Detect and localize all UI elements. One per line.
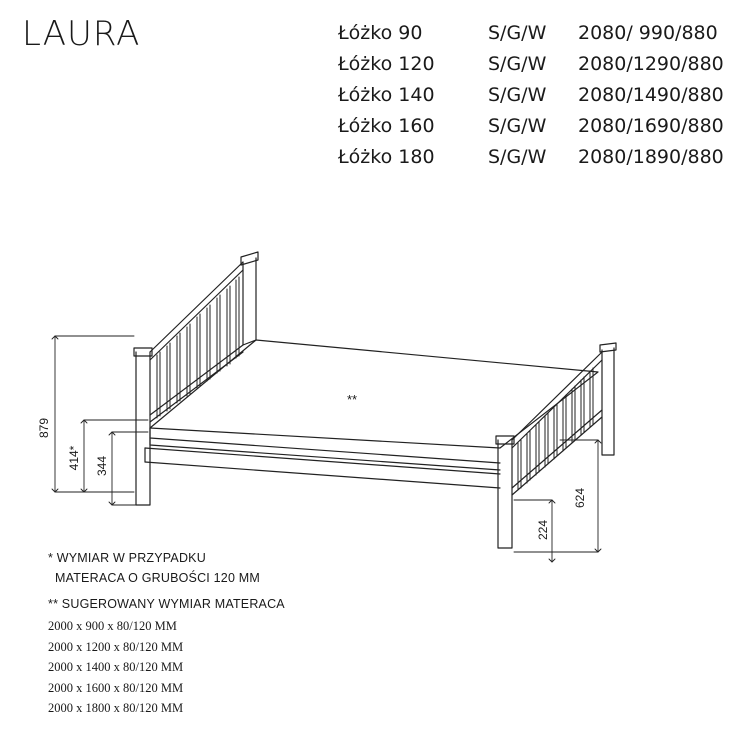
spec-name: Łóżko 180: [338, 146, 435, 168]
spec-code: S/G/W: [488, 146, 547, 168]
footboard-slats: [518, 368, 593, 490]
dimension-lines-left: [52, 336, 148, 505]
dim-label-224: 224: [536, 519, 550, 541]
spec-code: S/G/W: [488, 53, 547, 75]
spec-dims: 2080/1490/880: [578, 84, 724, 106]
headboard: [134, 252, 258, 505]
product-title: LAURA: [22, 14, 141, 54]
spec-dims: 2080/ 990/880: [578, 22, 718, 44]
spec-code: S/G/W: [488, 22, 547, 44]
dim-label-344: 344: [95, 455, 109, 477]
spec-name: Łóżko 140: [338, 84, 435, 106]
spec-name: Łóżko 120: [338, 53, 435, 75]
spec-dims: 2080/1290/880: [578, 53, 724, 75]
mattress-size-item: 2000 x 1600 x 80/120 MM: [48, 680, 184, 695]
note-1-line-2: MATERACA O GRUBOŚCI 120 MM: [55, 571, 261, 585]
spec-dims: 2080/1690/880: [578, 115, 724, 137]
spec-name: Łóżko 160: [338, 115, 435, 137]
mattress-size-list: [48, 616, 183, 719]
note-1-line-1: * WYMIAR W PRZYPADKU: [48, 551, 206, 565]
spec-dims: 2080/1890/880: [578, 146, 724, 168]
note-2-title: ** SUGEROWANY WYMIAR MATERACA: [48, 597, 285, 611]
side-rail: [145, 448, 500, 488]
mattress-size-item: 2000 x 1400 x 80/120 MM: [48, 660, 184, 674]
mattress-size-item: 2000 x 900 x 80/120 MM: [48, 619, 177, 633]
mattress-mark: **: [346, 392, 358, 407]
mattress-size-item: 2000 x 1200 x 80/120 MM: [48, 639, 184, 654]
spec-name: Łóżko 90: [338, 22, 423, 44]
notes: [48, 548, 285, 614]
spec-code: S/G/W: [488, 115, 547, 137]
dim-label-624: 624: [573, 487, 587, 509]
dim-label-879: 879: [37, 417, 51, 439]
dim-label-414: 414*: [67, 445, 81, 471]
mattress-size-item: 2000 x 1800 x 80/120 MM: [48, 701, 184, 715]
spec-code: S/G/W: [488, 84, 547, 106]
headboard-slats: [157, 277, 239, 418]
